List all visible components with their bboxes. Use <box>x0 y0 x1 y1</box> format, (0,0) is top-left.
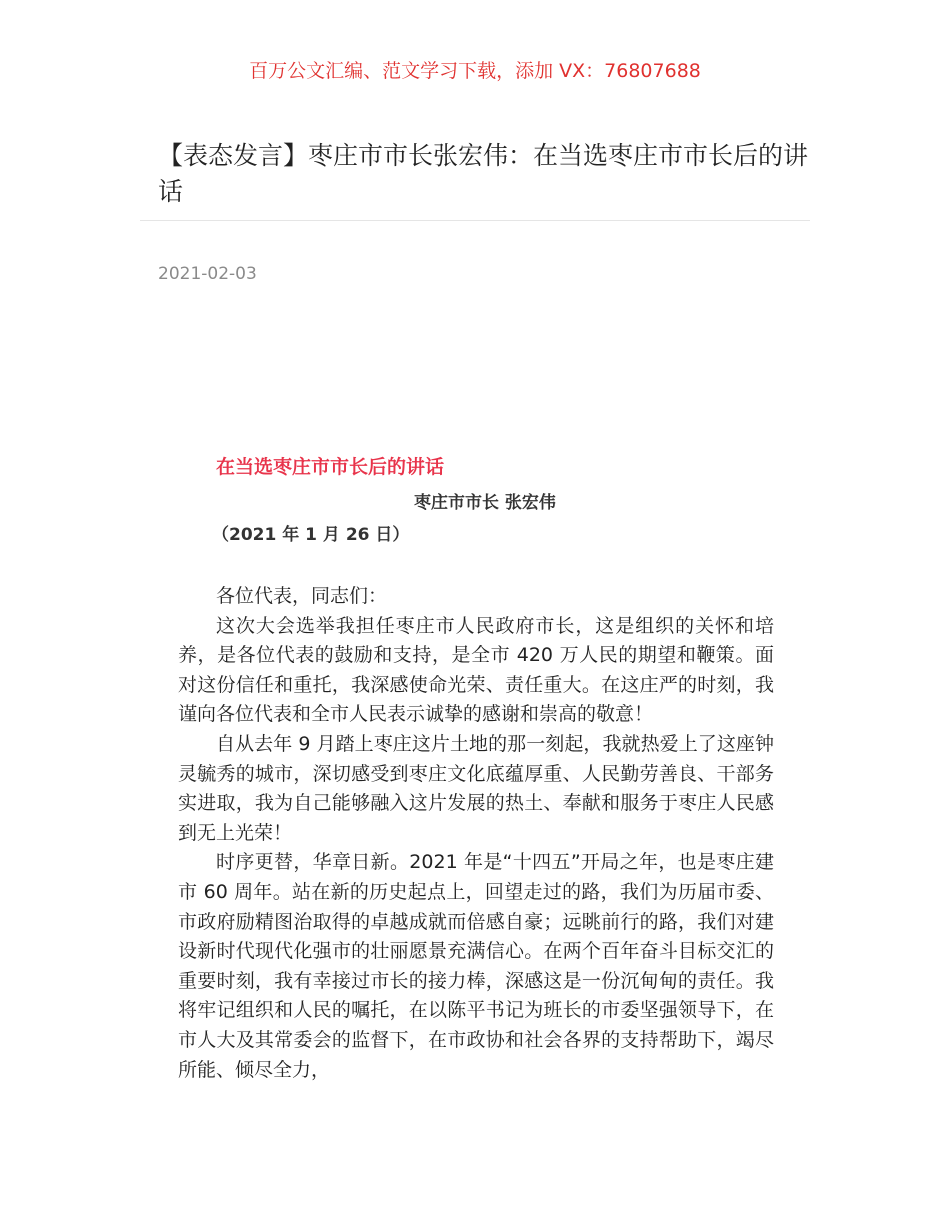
speech-body <box>178 582 774 1085</box>
speech-paragraph-salutation: 各位代表，同志们： <box>216 585 388 607</box>
speech-paragraph: 这次大会选举我担任枣庄市人民政府市长，这是组织的关怀和培养，是各位代表的鼓励和支持，是全市 420 万人民的期望和鞭策。面对这份信任和重托，我深感使命光荣、责任重大。在这庄严的时刻，我谨向各位代表和全市人民表示诚挚的感谢和崇高的敬意！ <box>178 614 774 726</box>
speech-paragraph: 时序更替，华章日新。2021 年是“十四五”开局之年，也是枣庄建市 60 周年。站在新的历史起点上，回望走过的路，我们为历届市委、市政府励精图治取得的卓越成就而倍感自豪；远眺前行的路，我们对建设新时代现代化强市的壮丽愿景充满信心。在两个百年奋斗目标交汇的重要时刻，我有幸接过市长的接力棒，深感这是一份沉甸甸的责任。我将牢记组织和人民的嘱托，在以陈平书记为班长的市委坚强领导下，在市人大及其常委会的监督下，在市政协和社会各界的支持帮助下，竭尽所能、倾尽全力， <box>178 851 774 1081</box>
speech-paragraph: 自从去年 9 月踏上枣庄这片土地的那一刻起，我就热爱上了这座钟灵毓秀的城市，深切感受到枣庄文化底蕴厚重、人民勤劳善良、干部务实进取，我为自己能够融入这片发展的热土、奉献和服务于枣庄人民感到无上光荣！ <box>178 732 774 844</box>
speech-title: 在当选枣庄市市长后的讲话 <box>216 456 445 478</box>
speech-speaker: 枣庄市市长 张宏伟 <box>414 493 556 513</box>
title-divider <box>140 220 810 221</box>
article-date: 2021-02-03 <box>158 264 257 284</box>
article-title: 【表态发言】枣庄市市长张宏伟：在当选枣庄市市长后的讲话 <box>158 141 809 206</box>
promo-banner: 百万公文汇编、范文学习下载，添加 VX：76807688 <box>249 60 701 82</box>
speech-date: （2021 年 1 月 26 日） <box>212 525 410 545</box>
